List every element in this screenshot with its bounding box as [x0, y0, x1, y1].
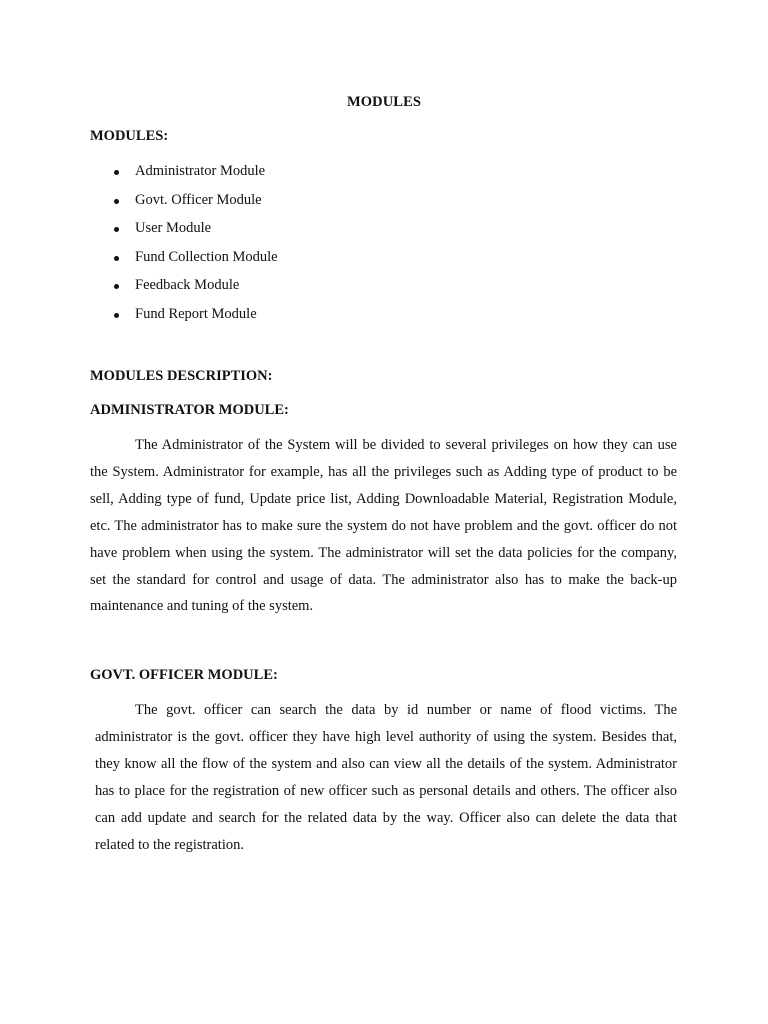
bullet-icon — [114, 256, 119, 261]
list-item-label: Fund Report Module — [135, 305, 257, 322]
bullet-icon — [114, 170, 119, 175]
bullet-icon — [114, 284, 119, 289]
list-item — [90, 218, 278, 247]
list-item-label: Feedback Module — [135, 277, 240, 294]
list-item-label: Administrator Module — [135, 163, 266, 179]
list-item-label: Govt. Officer Module — [135, 191, 262, 208]
list-item — [90, 275, 278, 304]
list-item-label: Fund Collection Module — [135, 248, 278, 265]
modules-list — [90, 161, 278, 333]
list-item — [90, 247, 278, 276]
bullet-icon — [114, 313, 119, 318]
govt-officer-module-description: The govt. officer can search the data by id number or name of flood victims. The administrator is the govt. officer they have high level authority of using the system. Besides that, they know all the flow of the system and also can view all the details of the system. Administrator has to place for the registration of new officer such as personal details and others. The officer also can add update and search for the related data by the way. Officer also can delete the data that related to the registration. — [95, 702, 677, 853]
bullet-icon — [114, 227, 119, 232]
list-item-label: User Module — [135, 220, 212, 237]
list-item — [90, 161, 278, 190]
bullet-icon — [114, 199, 119, 204]
administrator-module-heading: ADMINISTRATOR MODULE: — [90, 402, 289, 418]
govt-officer-module-heading: GOVT. OFFICER MODULE: — [90, 667, 278, 683]
modules-heading: MODULES: — [90, 128, 169, 144]
list-item — [90, 190, 278, 219]
modules-description-heading: MODULES DESCRIPTION: — [90, 368, 273, 384]
page-title: MODULES — [346, 94, 421, 110]
administrator-module-description: The Administrator of the System will be divided to several privileges on how they can use the System. Administrator for example, has all the privileges such as Adding type of product to be sell, Adding type of fund, Update price list, Adding Downloadable Material, Registration Module, etc. The administrator has to make sure the system do not have problem and the govt. officer do not have problem when using the system. The administrator will set the data policies for the company, set the standard for control and usage of data. The administrator also has to make the back-up maintenance and tuning of the system. — [90, 437, 677, 615]
list-item — [90, 304, 278, 333]
